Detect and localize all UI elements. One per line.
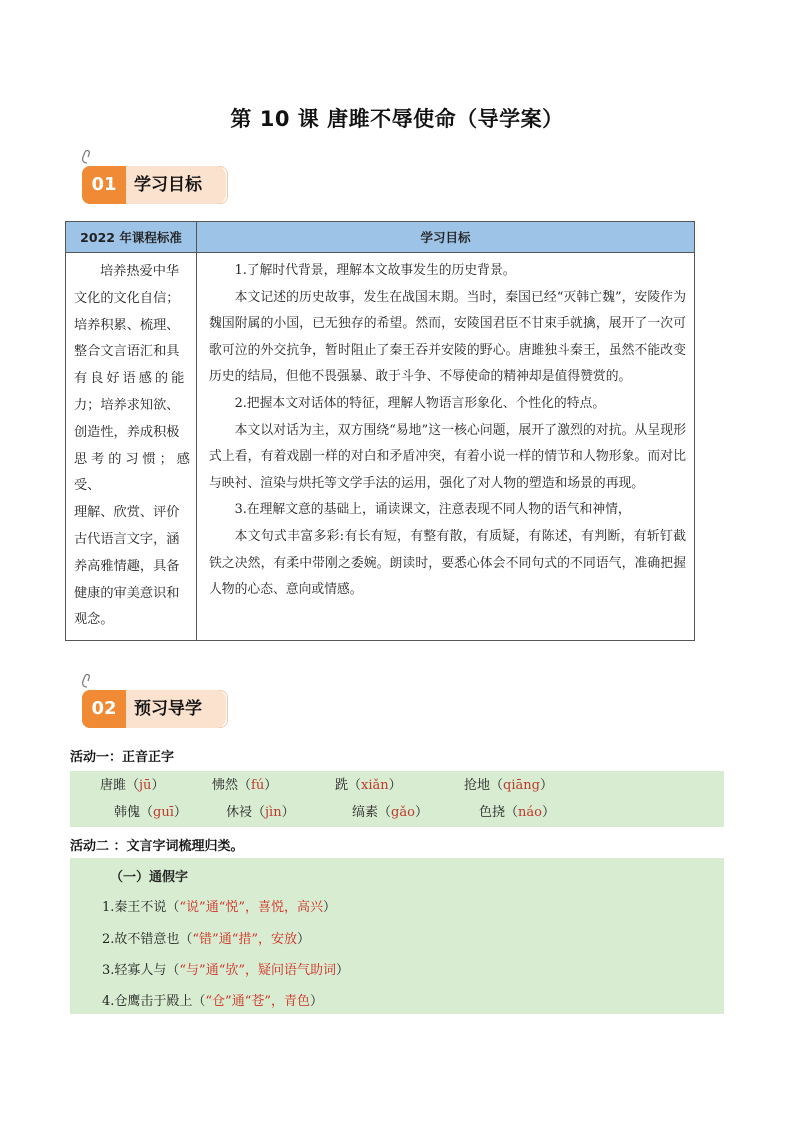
- section-number: 02: [82, 690, 126, 728]
- standard-line: 古代语言文字，涵: [74, 531, 180, 547]
- section-badge-preview: [76, 674, 236, 734]
- section-label: 预习导学: [126, 690, 226, 728]
- goal-paragraph: 本文记述的历史故事，发生在战国末期。当时，秦国已经“灭韩亡魏”，安陵作为魏国附属的小国，已无独存的希望。然而，安陵国君臣不甘束手就擒，展开了一次可歌可泣的外交抗争，暂时阻止了秦王吞并安陵的野心。唐雎独斗秦王，虽然不能改变历史的结局，但他不畏强暴、敢于斗争、不辱使命的精神却是值得赞赏的。: [209, 289, 686, 385]
- tongjia-heading: （一）通假字: [110, 870, 189, 885]
- standard-line: 创造性，养成积极: [74, 424, 180, 440]
- standard-line: 理解、欣赏、评价: [74, 505, 180, 521]
- section-number: 01: [82, 166, 126, 204]
- tongjia-box: [70, 858, 724, 1014]
- table-header-goals: 学习目标: [197, 222, 695, 253]
- standard-line: 养高雅情趣，具备: [74, 558, 180, 574]
- tongjia-row: 3.轻寡人与（“与”通“欤”，疑问语气助词）: [102, 963, 350, 978]
- paperclip-icon: [80, 150, 94, 164]
- pinyin-item: 缟素（gǎo）: [352, 805, 428, 820]
- standard-line: 有良好语感的能: [74, 371, 188, 387]
- tongjia-row: 2.故不错意也（“错”通“措”，安放）: [102, 932, 311, 947]
- page-title: 第 10 课 唐雎不辱使命（导学案）: [230, 107, 564, 131]
- learning-goals-cell: [197, 253, 695, 641]
- tongjia-row: 1.秦王不说（“说”通“悦”，喜悦，高兴）: [102, 900, 337, 915]
- pinyin-item: 色挠（náo）: [479, 805, 555, 820]
- paperclip-icon: [80, 674, 94, 688]
- section-badge-objectives: [76, 150, 236, 210]
- table-header-standard: 2022 年课程标准: [66, 222, 197, 253]
- tongjia-row: 4.仓鹰击于殿上（“仓”通“苍”，青色）: [102, 994, 324, 1009]
- objectives-table: [65, 221, 695, 641]
- goal-paragraph: 本文以对话为主，双方围绕“易地”这一核心问题，展开了激烈的对抗。从呈现形式上看，有着戏剧一样的对白和矛盾冲突，有着小说一样的情节和人物形象。而对比与映衬、渲染与烘托等文学手法的运用，强化了对人物的塑造和场景的再现。: [209, 422, 686, 491]
- standard-line: 思考的习惯；感受、: [74, 451, 190, 494]
- standard-line: 力；培养求知欲、: [74, 397, 180, 413]
- pinyin-item: 休祲（jìn）: [226, 805, 295, 820]
- goal-paragraph: 本文句式丰富多彩:有长有短，有整有散，有质疑，有陈述，有判断，有斩钉截铁之决然，有柔中带刚之委婉。朗读时，要悉心体会不同句式的不同语气，准确把握人物的心态、意向或情感。: [209, 528, 686, 598]
- pinyin-item: 抢地（qiāng）: [464, 778, 553, 793]
- standard-line: 培养热爱中华: [100, 264, 180, 279]
- standard-line: 培养积累、梳理、: [74, 317, 180, 333]
- activity2-title: 活动二 ：文言字词梳理归类。: [70, 839, 244, 854]
- standard-line: 健康的审美意识和: [74, 585, 180, 601]
- goal-paragraph: 2.把握本文对话体的特征，理解人物语言形象化、个性化的特点。: [234, 395, 606, 411]
- standard-line: 文化的文化自信；: [74, 290, 180, 306]
- standard-line: 观念。: [74, 612, 114, 628]
- goal-paragraph: 3.在理解文意的基础上，诵读课文，注意表现不同人物的语气和神情，: [234, 502, 631, 518]
- pinyin-item: 韩傀（guī）: [114, 805, 187, 820]
- curriculum-standard-cell: [66, 253, 197, 641]
- pinyin-item: 唐雎（jū）: [100, 778, 165, 793]
- standard-line: 整合文言语汇和具: [74, 344, 180, 360]
- section-label: 学习目标: [126, 166, 226, 204]
- activity1-title: 活动一：正音正字: [70, 750, 175, 765]
- pronunciation-box: [70, 771, 724, 827]
- goal-paragraph: 1.了解时代背景，理解本文故事发生的历史背景。: [234, 263, 516, 278]
- pinyin-item: 怫然（fú）: [212, 778, 278, 793]
- pinyin-item: 跣（xiǎn）: [335, 778, 402, 793]
